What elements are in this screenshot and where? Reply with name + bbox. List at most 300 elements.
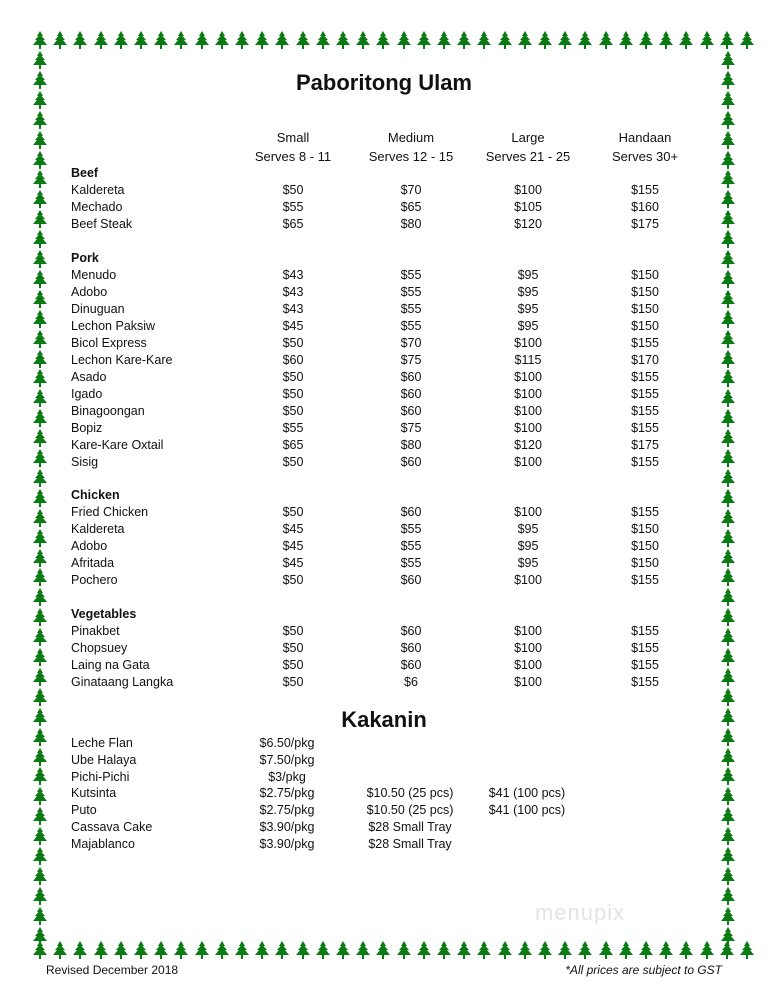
tree-icon (718, 329, 738, 349)
tree-icon (718, 289, 738, 309)
item-price: $60 (400, 657, 422, 672)
item-price: $120 (514, 217, 542, 231)
tree-icon (718, 687, 738, 707)
tree-icon (30, 289, 50, 309)
column-serves: Serves 8 - 11 (254, 149, 332, 164)
item-price: $41 (100 pcs) (488, 803, 566, 818)
item-name: Puto (71, 803, 97, 818)
tree-icon (718, 428, 738, 448)
tree-icon (596, 30, 616, 50)
item-price: $45 (282, 556, 304, 570)
tree-icon (575, 940, 595, 960)
column-serves: Serves 30+ (611, 149, 679, 164)
item-price: $95 (517, 301, 539, 316)
tree-icon (30, 866, 50, 886)
tree-icon (394, 940, 414, 960)
tree-icon (676, 940, 696, 960)
tree-icon (30, 627, 50, 647)
item-price: $50 (282, 657, 304, 672)
tree-icon (373, 30, 393, 50)
item-price: $175 (631, 437, 659, 452)
category-name: Vegetables (71, 606, 137, 621)
tree-icon (272, 940, 292, 960)
tree-icon (333, 940, 353, 960)
item-name: Cassava Cake (71, 820, 153, 834)
item-price: $50 (282, 183, 304, 197)
tree-icon (30, 209, 50, 229)
menu-item-row (71, 521, 711, 538)
tree-icon (718, 528, 738, 548)
menu-item-row (71, 640, 711, 657)
item-price: $75 (400, 352, 422, 367)
item-price: $43 (282, 284, 304, 299)
menu-item-row (71, 199, 711, 216)
item-price: $170 (631, 352, 659, 367)
menu-item-row (71, 386, 711, 403)
item-price: $6.50/pkg (259, 736, 315, 750)
item-price: $65 (282, 217, 304, 231)
category-row (71, 165, 711, 182)
tree-icon (30, 169, 50, 189)
item-price: $28 Small Tray (368, 836, 452, 851)
category-name: Pork (71, 250, 99, 265)
item-price: $43 (282, 301, 304, 316)
item-price: $70 (400, 183, 422, 197)
tree-icon (30, 110, 50, 130)
category-row (71, 250, 711, 267)
item-price: $155 (631, 183, 659, 197)
tree-icon (515, 940, 535, 960)
item-price: $2.75/pkg (259, 803, 315, 818)
item-price: $100 (514, 573, 542, 587)
page-title: Paboritong Ulam (295, 70, 472, 95)
tree-icon (293, 940, 313, 960)
item-price: $60 (400, 369, 422, 384)
tree-icon (718, 786, 738, 806)
item-price: $155 (631, 386, 659, 401)
item-price: $150 (631, 267, 659, 282)
tree-icon (555, 30, 575, 50)
tree-icon (30, 747, 50, 767)
tree-icon (30, 687, 50, 707)
tree-icon (50, 940, 70, 960)
tree-icon (718, 866, 738, 886)
kakanin-item-row (71, 735, 711, 752)
item-price: $155 (631, 403, 659, 418)
tree-icon (718, 667, 738, 687)
item-price: $55 (400, 318, 422, 333)
item-price: $50 (282, 505, 304, 519)
category-row (71, 606, 711, 623)
tree-icon (718, 906, 738, 926)
gst-note: *All prices are subject to GST (565, 963, 722, 977)
tree-icon (454, 30, 474, 50)
column-size: Medium (387, 130, 435, 145)
tree-icon (30, 846, 50, 866)
tree-icon (575, 30, 595, 50)
column-header (233, 128, 353, 166)
tree-icon (718, 567, 738, 587)
tree-icon (272, 30, 292, 50)
tree-icon (30, 886, 50, 906)
item-price: $95 (517, 284, 539, 299)
item-name: Adobo (71, 284, 108, 299)
tree-icon (30, 766, 50, 786)
item-price: $120 (514, 437, 542, 452)
item-price: $43 (282, 267, 304, 282)
tree-icon (353, 940, 373, 960)
tree-icon (616, 30, 636, 50)
tree-icon (718, 388, 738, 408)
item-price: $50 (282, 386, 304, 401)
item-name: Afritada (71, 556, 115, 570)
item-price: $155 (631, 505, 659, 519)
category-name: Beef (71, 166, 99, 180)
tree-icon (717, 30, 737, 50)
item-price: $10.50 (25 pcs) (366, 786, 454, 801)
tree-icon (171, 940, 191, 960)
item-price: $50 (282, 403, 304, 418)
tree-icon (718, 368, 738, 388)
kakanin-item-row (71, 752, 711, 769)
tree-icon (676, 30, 696, 50)
item-name: Leche Flan (71, 736, 133, 750)
tree-icon (30, 309, 50, 329)
tree-icon (718, 150, 738, 170)
tree-icon (718, 110, 738, 130)
tree-icon (30, 329, 50, 349)
tree-icon (555, 940, 575, 960)
tree-icon (718, 766, 738, 786)
column-size: Handaan (618, 130, 672, 145)
column-size: Small (276, 130, 310, 145)
tree-icon (515, 30, 535, 50)
tree-icon (737, 30, 757, 50)
menu-item-row (71, 504, 711, 521)
tree-icon (495, 30, 515, 50)
tree-icon (151, 30, 171, 50)
tree-icon (414, 940, 434, 960)
menu-item-row (71, 182, 711, 199)
column-header (585, 128, 705, 166)
item-price: $50 (282, 674, 304, 689)
item-name: Binagoongan (71, 403, 145, 418)
item-name: Adobo (71, 539, 108, 553)
tree-icon (718, 408, 738, 428)
tree-icon (30, 587, 50, 607)
item-price: $3.90/pkg (259, 820, 315, 834)
kakanin-item-row (71, 836, 711, 853)
tree-icon (535, 940, 555, 960)
tree-icon (50, 30, 70, 50)
tree-icon (212, 30, 232, 50)
item-name: Igado (71, 386, 103, 401)
item-price: $75 (400, 420, 422, 435)
tree-icon (30, 448, 50, 468)
item-price: $150 (631, 284, 659, 299)
item-price: $100 (514, 640, 542, 655)
tree-icon (30, 30, 50, 50)
column-serves: Serves 12 - 15 (368, 149, 454, 164)
item-name: Pochero (71, 573, 118, 587)
item-name: Ginataang Langka (71, 674, 174, 689)
tree-icon (495, 940, 515, 960)
item-price: $60 (400, 573, 422, 587)
item-price: $55 (400, 539, 422, 553)
item-price: $50 (282, 623, 304, 638)
tree-icon (718, 448, 738, 468)
item-price: $3.90/pkg (259, 836, 315, 851)
item-price: $60 (400, 386, 422, 401)
item-name: Kare-Kare Oxtail (71, 437, 164, 452)
menu-item-row (71, 318, 711, 335)
tree-icon (697, 30, 717, 50)
item-price: $41 (100 pcs) (488, 786, 566, 801)
kakanin-title: Kakanin (341, 707, 427, 732)
item-price: $155 (631, 420, 659, 435)
menu-item-row (71, 572, 711, 589)
tree-icon (30, 130, 50, 150)
tree-icon (30, 368, 50, 388)
item-name: Pinakbet (71, 623, 120, 638)
tree-icon (737, 940, 757, 960)
column-header (468, 128, 588, 166)
tree-icon (718, 349, 738, 369)
item-price: $50 (282, 335, 304, 350)
item-name: Pichi-Pichi (71, 769, 130, 784)
item-price: $95 (517, 556, 539, 570)
tree-icon (293, 30, 313, 50)
item-name: Sisig (71, 454, 99, 469)
menu-item-row (71, 657, 711, 674)
tree-icon (252, 30, 272, 50)
tree-icon (718, 50, 738, 70)
item-price: $150 (631, 539, 659, 553)
item-price: $155 (631, 335, 659, 350)
menu-item-row (71, 335, 711, 352)
tree-icon (616, 940, 636, 960)
tree-icon (718, 249, 738, 269)
item-name: Kutsinta (71, 786, 117, 801)
tree-icon (718, 806, 738, 826)
item-price: $160 (631, 200, 659, 214)
item-price: $95 (517, 267, 539, 282)
menu-item-row (71, 267, 711, 284)
item-price: $50 (282, 640, 304, 655)
menu-item-row (71, 623, 711, 640)
menu-item-row (71, 555, 711, 572)
item-price: $95 (517, 318, 539, 333)
tree-icon (212, 940, 232, 960)
menu-item-row (71, 674, 711, 691)
category-row (71, 487, 711, 504)
tree-icon (718, 488, 738, 508)
item-name: Kaldereta (71, 522, 125, 536)
tree-icon (718, 269, 738, 289)
item-name: Chopsuey (71, 640, 128, 655)
tree-icon (30, 567, 50, 587)
item-price: $150 (631, 556, 659, 570)
tree-icon (30, 607, 50, 627)
tree-icon (171, 30, 191, 50)
tree-icon (30, 408, 50, 428)
item-price: $2.75/pkg (259, 786, 315, 801)
tree-icon (30, 906, 50, 926)
item-price: $175 (631, 217, 659, 231)
tree-icon (373, 940, 393, 960)
item-name: Majablanco (71, 836, 135, 851)
tree-icon (30, 488, 50, 508)
tree-icon (718, 826, 738, 846)
item-price: $100 (514, 386, 542, 401)
item-price: $60 (400, 640, 422, 655)
revised-date: Revised December 2018 (46, 963, 179, 977)
tree-icon (718, 846, 738, 866)
item-name: Menudo (71, 267, 117, 282)
kakanin-item-row (71, 785, 711, 802)
item-price: $60 (282, 352, 304, 367)
item-price: $155 (631, 369, 659, 384)
item-price: $70 (400, 335, 422, 350)
tree-icon (30, 926, 50, 946)
watermark: menupix (535, 900, 626, 925)
menu-item-row (71, 403, 711, 420)
item-name: Mechado (71, 200, 123, 214)
item-price: $150 (631, 318, 659, 333)
tree-icon (30, 647, 50, 667)
tree-icon (454, 940, 474, 960)
menu-item-row (71, 369, 711, 386)
tree-icon (718, 747, 738, 767)
item-price: $100 (514, 674, 542, 689)
item-name: Beef Steak (71, 217, 133, 231)
tree-icon (30, 528, 50, 548)
item-price: $115 (514, 352, 542, 367)
tree-icon (718, 886, 738, 906)
item-name: Lechon Kare-Kare (71, 352, 173, 367)
item-name: Asado (71, 369, 107, 384)
item-price: $100 (514, 454, 542, 469)
item-price: $55 (400, 522, 422, 536)
menu-item-row (71, 301, 711, 318)
item-price: $6 (404, 674, 418, 689)
tree-icon (111, 940, 131, 960)
item-price: $80 (400, 437, 422, 452)
tree-icon (30, 806, 50, 826)
tree-icon (30, 229, 50, 249)
item-price: $3/pkg (268, 769, 306, 784)
tree-icon (394, 30, 414, 50)
item-price: $95 (517, 539, 539, 553)
tree-icon (91, 30, 111, 50)
item-price: $105 (514, 200, 542, 214)
item-price: $55 (282, 200, 304, 214)
item-price: $55 (400, 301, 422, 316)
item-name: Bicol Express (71, 335, 147, 350)
item-price: $45 (282, 522, 304, 536)
tree-icon (434, 940, 454, 960)
menu-item-row (71, 437, 711, 454)
item-name: Kaldereta (71, 183, 125, 197)
column-header (351, 128, 471, 166)
tree-icon (252, 940, 272, 960)
tree-icon (192, 940, 212, 960)
item-price: $50 (282, 369, 304, 384)
tree-icon (30, 468, 50, 488)
tree-icon (636, 30, 656, 50)
item-price: $45 (282, 318, 304, 333)
tree-icon (30, 269, 50, 289)
tree-icon (333, 30, 353, 50)
item-price: $7.50/pkg (259, 752, 315, 767)
tree-icon (111, 30, 131, 50)
tree-icon (718, 926, 738, 946)
tree-icon (30, 508, 50, 528)
item-price: $100 (514, 657, 542, 672)
tree-icon (718, 189, 738, 209)
tree-icon (131, 940, 151, 960)
tree-icon (192, 30, 212, 50)
item-price: $28 Small Tray (368, 820, 452, 834)
item-name: Dinuguan (71, 301, 125, 316)
tree-icon (30, 50, 50, 70)
menu-item-row (71, 352, 711, 369)
item-price: $55 (400, 556, 422, 570)
tree-icon (30, 428, 50, 448)
tree-icon (414, 30, 434, 50)
item-price: $150 (631, 301, 659, 316)
category-name: Chicken (71, 488, 120, 502)
tree-icon (718, 309, 738, 329)
item-price: $155 (631, 623, 659, 638)
tree-icon (656, 940, 676, 960)
tree-icon (474, 940, 494, 960)
item-price: $100 (514, 335, 542, 350)
tree-icon (434, 30, 454, 50)
tree-icon (474, 30, 494, 50)
tree-icon (718, 647, 738, 667)
item-price: $100 (514, 183, 542, 197)
item-price: $155 (631, 657, 659, 672)
column-size: Large (511, 130, 545, 145)
item-price: $95 (517, 522, 539, 536)
tree-icon (30, 249, 50, 269)
tree-icon (718, 548, 738, 568)
tree-icon (718, 468, 738, 488)
tree-icon (353, 30, 373, 50)
item-price: $60 (400, 403, 422, 418)
tree-icon (70, 940, 90, 960)
tree-icon (30, 349, 50, 369)
tree-icon (30, 388, 50, 408)
item-price: $60 (400, 623, 422, 638)
tree-icon (656, 30, 676, 50)
item-price: $55 (400, 267, 422, 282)
item-price: $100 (514, 623, 542, 638)
menu-item-row (71, 420, 711, 437)
tree-icon (151, 940, 171, 960)
item-price: $100 (514, 369, 542, 384)
tree-icon (232, 30, 252, 50)
tree-icon (30, 150, 50, 170)
tree-icon (718, 229, 738, 249)
tree-icon (636, 940, 656, 960)
tree-icon (535, 30, 555, 50)
tree-icon (718, 627, 738, 647)
item-price: $55 (282, 420, 304, 435)
menu-item-row (71, 284, 711, 301)
menu-item-row (71, 216, 711, 233)
